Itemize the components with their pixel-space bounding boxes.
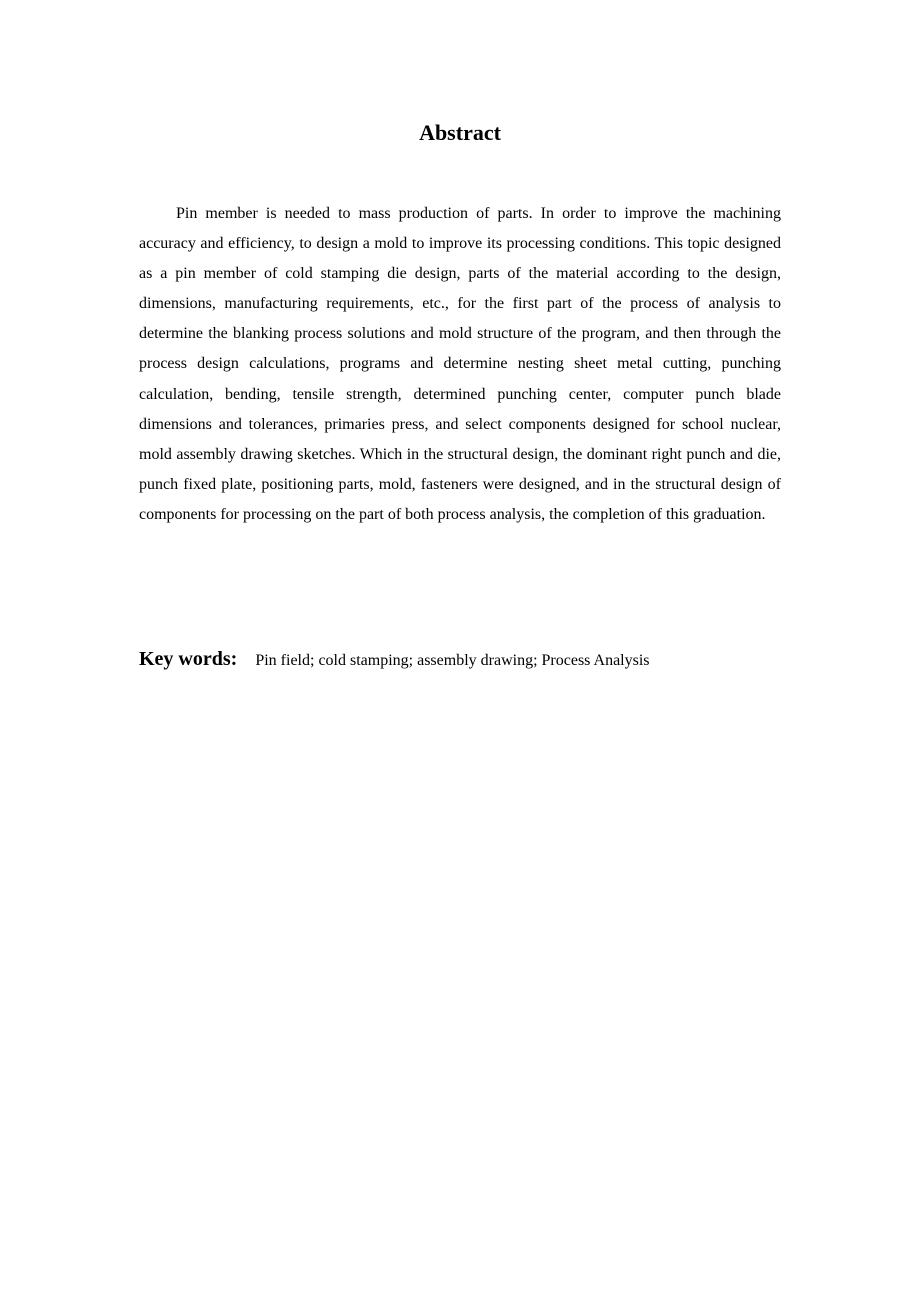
page-title: Abstract — [419, 120, 501, 145]
keywords-text: Pin field; cold stamping; assembly drawing; Process Analysis — [255, 652, 650, 669]
keywords-label: Key words: — [139, 648, 238, 670]
abstract-paragraph: Pin member is needed to mass production of parts. In order to improve the machining accuracy and efficiency, to design a mold to improve its processing conditions. This topic designed as a pin member of cold stamping die design, parts of the material according to the design, dimensions, manufacturing requirements, etc., for the first part of the process of analysis to determine the blanking process solutions and mold structure of the program, and then through the process design calculations, programs and determine nesting sheet metal cutting, punching calculation, bending, tensile strength, determined punching center, computer punch blade dimensions and tolerances, primaries press, and select components designed for school nuclear, mold assembly drawing sketches. Which in the structural design, the dominant right punch and die, punch fixed plate, positioning parts, mold, fasteners were designed, and in the structural design of components for processing on the part of both process analysis, the completion of this graduation. — [139, 205, 781, 523]
keywords-line — [139, 648, 839, 671]
